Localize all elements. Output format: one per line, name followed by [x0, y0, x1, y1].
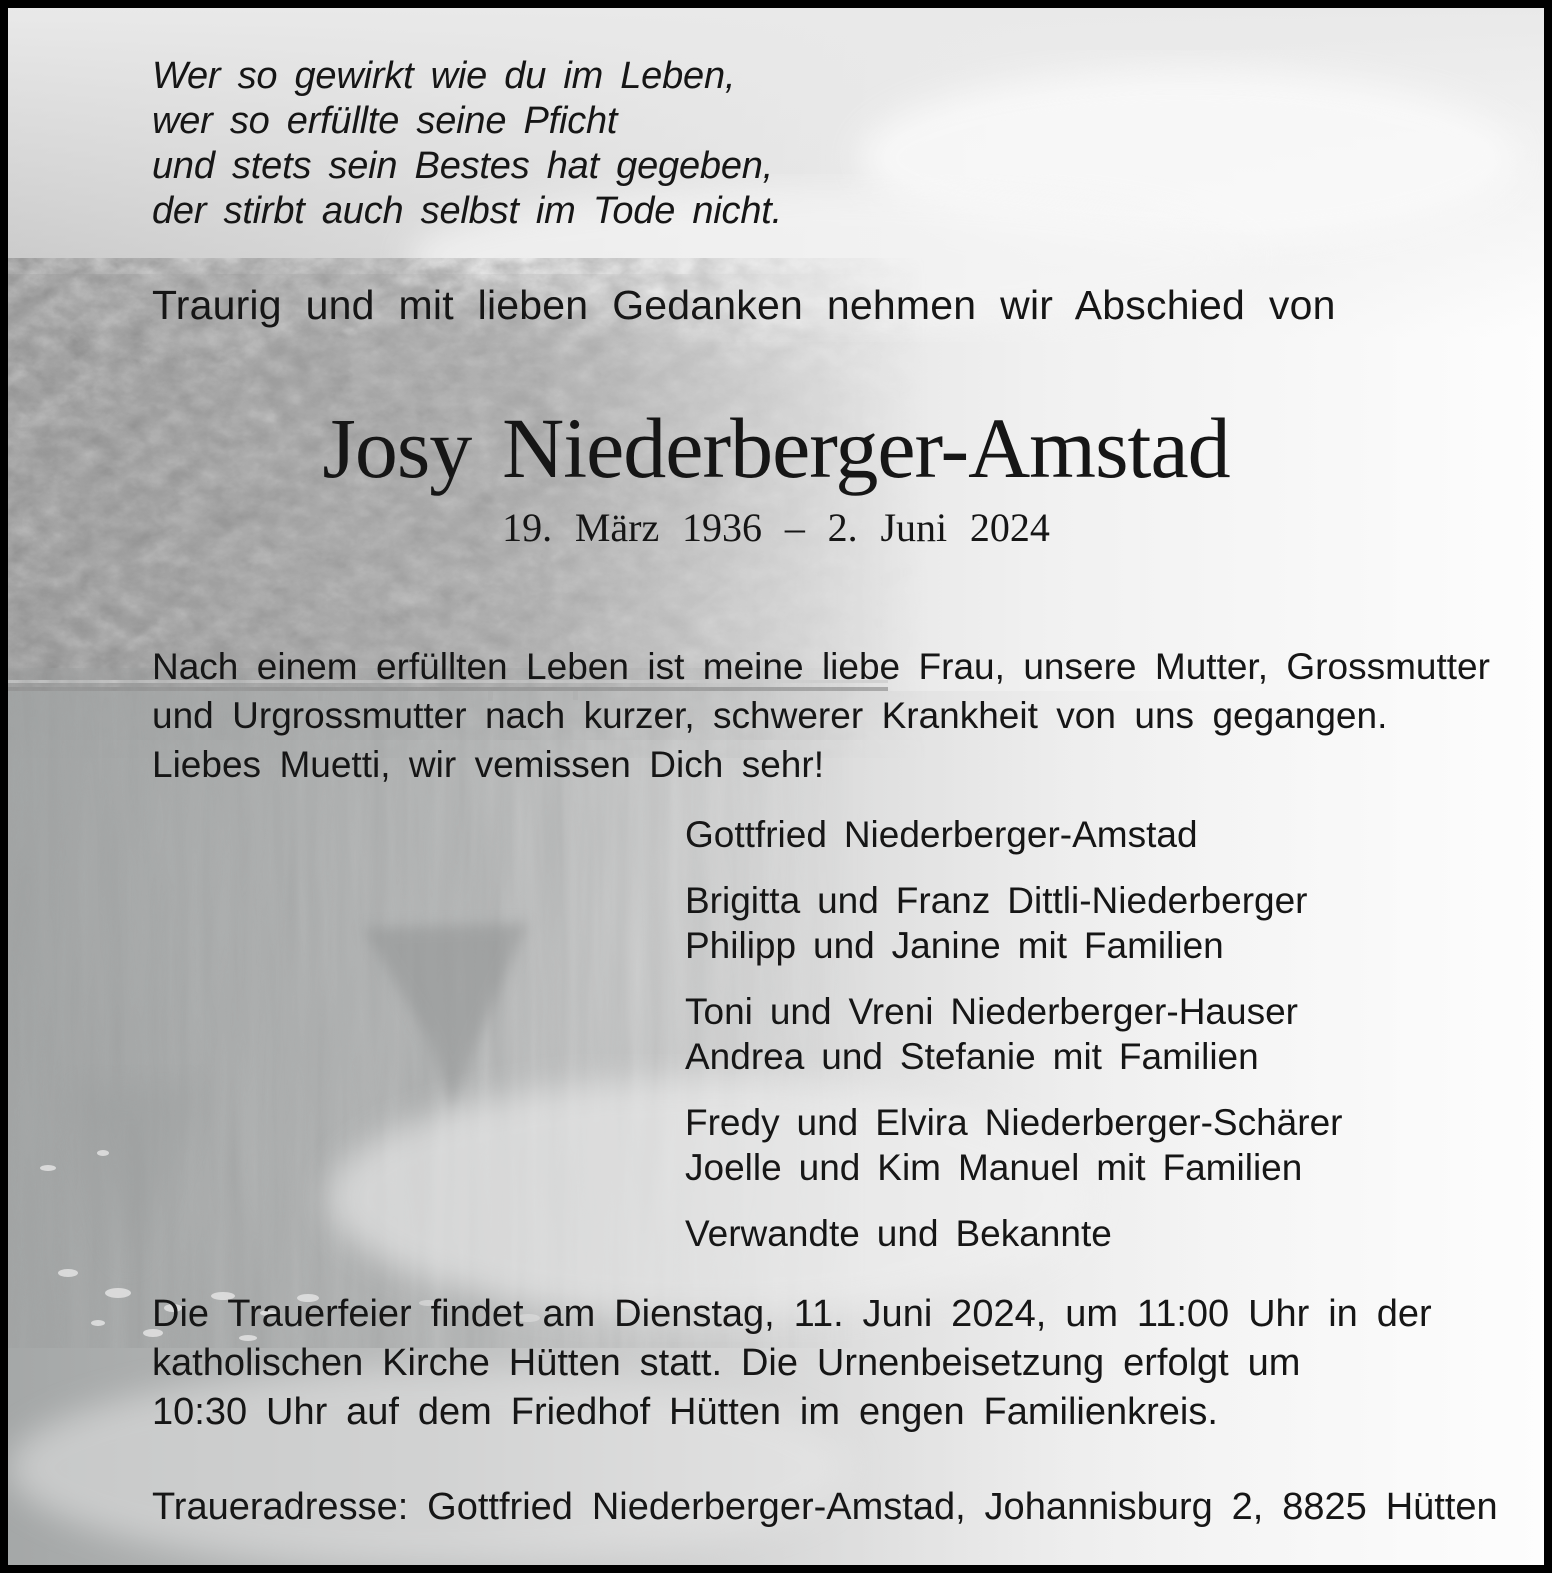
mourner-group — [685, 989, 1342, 1079]
mourner-group — [685, 878, 1342, 968]
mourner-group — [685, 812, 1342, 857]
mourner-name: Toni und Vreni Niederberger-Hauser — [685, 991, 1298, 1032]
poem-line-4: der stirbt auch selbst im Tode nicht. — [152, 190, 782, 232]
poem-line-2: wer so erfüllte seine Pficht — [152, 100, 618, 142]
funeral-info-line-1: Die Trauerfeier findet am Dienstag, 11. Juni 2024, um 11:00 Uhr in der — [152, 1293, 1432, 1335]
funeral-info-line-3: 10:30 Uhr auf dem Friedhof Hütten im engen Familienkreis. — [152, 1391, 1218, 1433]
announcement-line-1: Nach einem erfüllten Leben ist meine liebe Frau, unsere Mutter, Grossmutter — [152, 646, 1490, 687]
funeral-info-paragraph — [152, 1290, 1432, 1437]
life-dates: 19. März 1936 – 2. Juni 2024 — [502, 505, 1050, 550]
opening-poem — [152, 54, 782, 234]
mourners-list — [685, 812, 1342, 1277]
mourner-group — [685, 1100, 1342, 1190]
poem-line-3: und stets sein Bestes hat gegeben, — [152, 145, 774, 187]
mourner-name: Andrea und Stefanie mit Familien — [685, 1036, 1259, 1077]
announcement-line-3: Liebes Muetti, wir vemissen Dich sehr! — [152, 744, 824, 785]
mourner-name: Verwandte und Bekannte — [685, 1213, 1112, 1254]
mourner-group — [685, 1211, 1342, 1256]
deceased-header — [8, 400, 1544, 552]
mourner-name: Joelle und Kim Manuel mit Familien — [685, 1147, 1303, 1188]
mourner-name: Fredy und Elvira Niederberger-Schärer — [685, 1102, 1343, 1143]
announcement-line-2: und Urgrossmutter nach kurzer, schwerer Krankheit von uns gegangen. — [152, 695, 1388, 736]
mourning-address: Traueradresse: Gottfried Niederberger-Amstad, Johannisburg 2, 8825 Hütten — [152, 1486, 1498, 1528]
mourner-name: Brigitta und Franz Dittli-Niederberger — [685, 880, 1308, 921]
funeral-info-line-2: katholischen Kirche Hütten statt. Die Urnenbeisetzung erfolgt um — [152, 1342, 1301, 1384]
mourner-name: Philipp und Janine mit Familien — [685, 925, 1224, 966]
poem-line-1: Wer so gewirkt wie du im Leben, — [152, 55, 736, 97]
deceased-name: Josy Niederberger-Amstad — [322, 400, 1230, 496]
farewell-intro: Traurig und mit lieben Gedanken nehmen wir Abschied von — [152, 282, 1336, 328]
mourner-name: Gottfried Niederberger-Amstad — [685, 814, 1198, 855]
announcement-paragraph — [152, 642, 1490, 789]
